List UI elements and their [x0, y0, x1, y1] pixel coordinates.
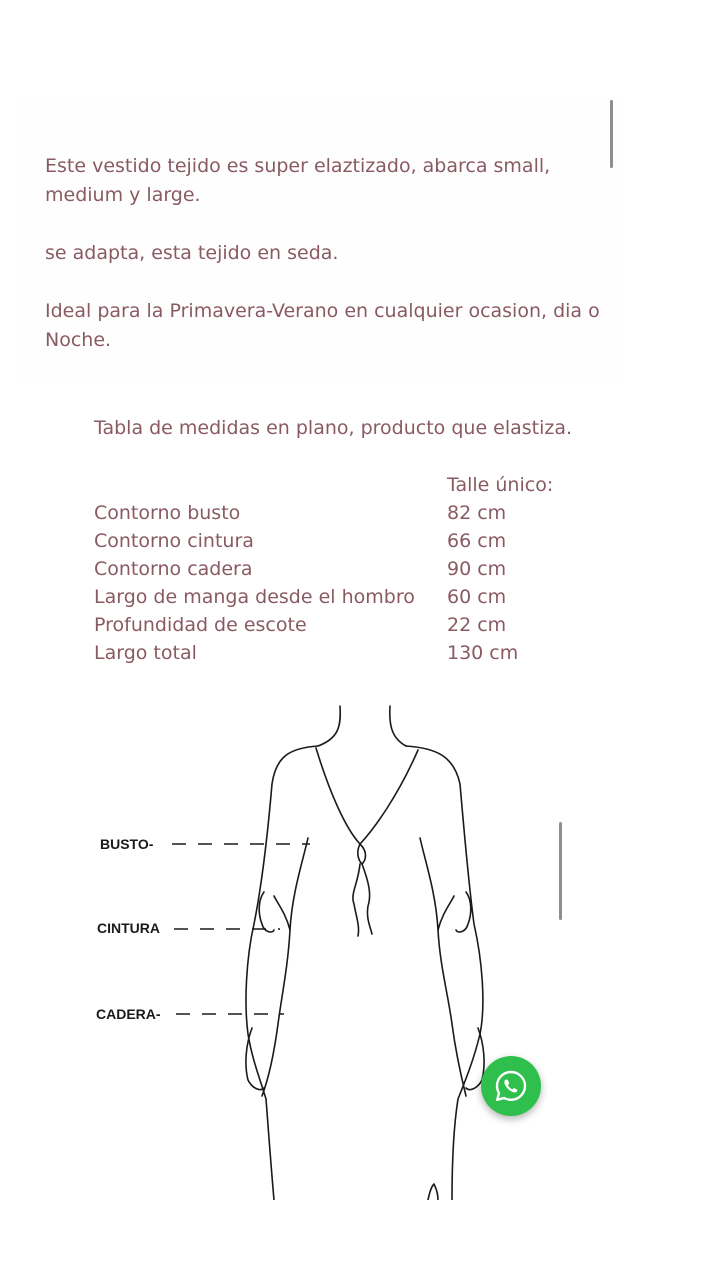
- table-row: [94, 639, 594, 667]
- table-row: [94, 499, 594, 527]
- description-paragraph: se adapta, esta tejido en seda.: [45, 242, 339, 264]
- right-inner-arm: [420, 838, 466, 1096]
- dress-sketch: [68, 704, 568, 1200]
- tie-right: [362, 864, 372, 934]
- measure-value: 66 cm: [447, 530, 507, 552]
- table-row: [94, 555, 594, 583]
- neck-left-line: [318, 706, 340, 746]
- scrollbar-description[interactable]: [610, 100, 613, 168]
- measure-value: 90 cm: [447, 558, 507, 580]
- right-ruffle: [456, 892, 471, 932]
- right-outline: [406, 746, 483, 1200]
- back-v-line: [316, 748, 418, 844]
- size-table-title: Tabla de medidas en plano, producto que elastiza.: [94, 417, 573, 439]
- busto-label: BUSTO-: [100, 836, 154, 852]
- size-table-header: Talle único:: [447, 474, 554, 496]
- measure-label: Largo de manga desde el hombro: [94, 586, 415, 608]
- measure-value: 82 cm: [447, 502, 507, 524]
- measure-label: Profundidad de escote: [94, 614, 307, 636]
- size-table-rows: [94, 499, 594, 667]
- whatsapp-button[interactable]: [481, 1056, 541, 1116]
- left-hand: [246, 1028, 264, 1090]
- measure-label: Contorno busto: [94, 502, 241, 524]
- left-ruffle: [259, 892, 274, 932]
- neck-right-line: [390, 706, 406, 746]
- cintura-label: CINTURA: [97, 920, 160, 936]
- tie-left: [353, 864, 360, 936]
- scrollbar-diagram[interactable]: [559, 822, 562, 920]
- measure-value: 22 cm: [447, 614, 507, 636]
- table-row: [94, 611, 594, 639]
- cadera-label: CADERA-: [96, 1006, 161, 1022]
- table-row: [94, 527, 594, 555]
- measure-label: Contorno cadera: [94, 558, 253, 580]
- measure-label: Largo total: [94, 642, 197, 664]
- measure-value: 60 cm: [447, 586, 507, 608]
- measure-label: Contorno cintura: [94, 530, 254, 552]
- description-paragraph: Ideal para la Primavera-Verano en cualquier ocasion, dia o Noche.: [45, 300, 600, 351]
- measure-value: 130 cm: [447, 642, 519, 664]
- left-cuff: [274, 896, 290, 930]
- description-text: [45, 152, 615, 355]
- description-paragraph: Este vestido tejido es super elaztizado, abarca small, medium y large.: [45, 155, 551, 206]
- tie-knot: [358, 844, 366, 864]
- left-outline: [246, 746, 318, 1200]
- hem-mark: [428, 1184, 438, 1200]
- whatsapp-icon: [493, 1068, 529, 1104]
- dress-diagram: [68, 704, 568, 1200]
- table-row: [94, 583, 594, 611]
- left-inner-arm: [262, 838, 308, 1096]
- right-cuff: [438, 896, 454, 930]
